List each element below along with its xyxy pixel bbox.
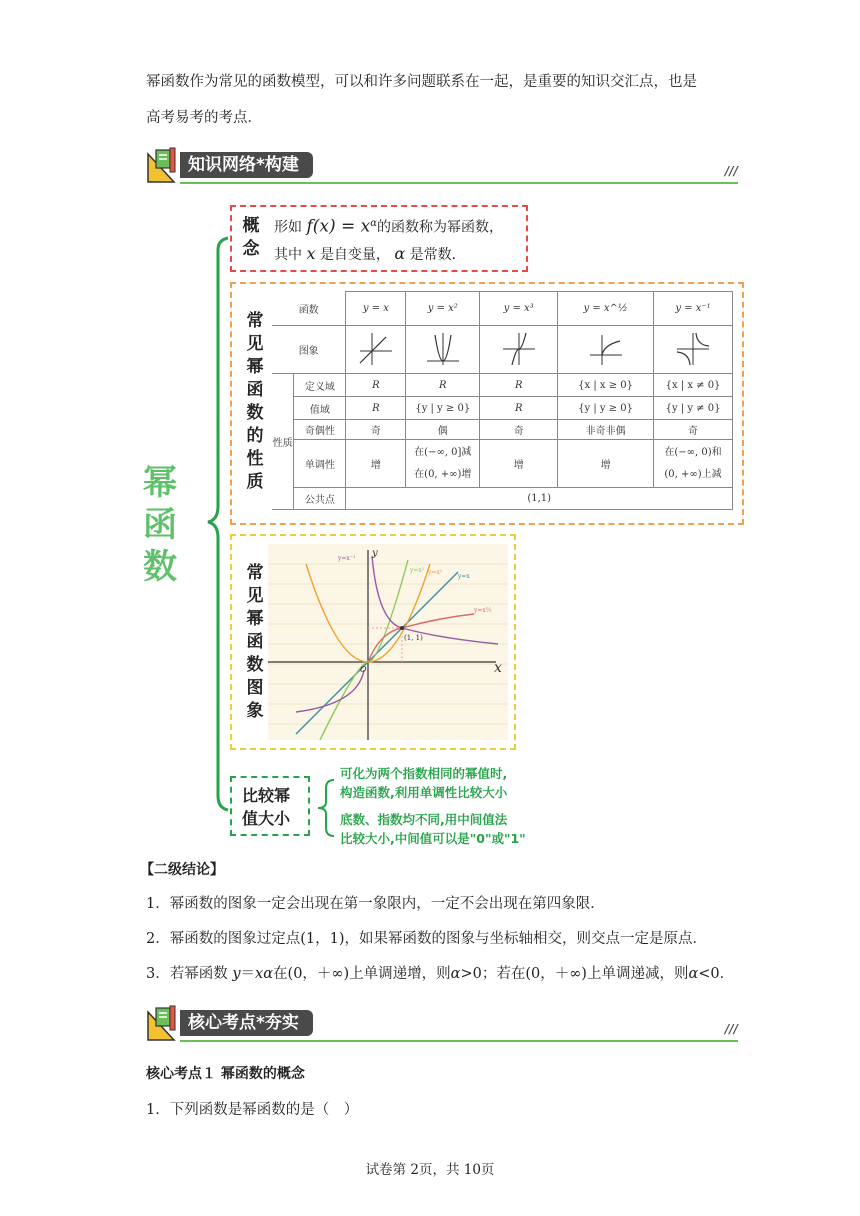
banner-title: 知识网络*构建 bbox=[180, 152, 313, 178]
func-header: y = x² bbox=[406, 292, 480, 326]
banner-slashes: /// bbox=[724, 164, 738, 178]
section-banner-knowledge bbox=[146, 146, 738, 186]
graph-label-y: y bbox=[372, 548, 378, 559]
compare-item-2: 底数、指数均不同,用中间值法 比较大小,中间值可以是"0"或"1" bbox=[340, 812, 526, 846]
concept-label: 概 念 bbox=[242, 216, 260, 259]
func-header: y = x³ bbox=[480, 292, 558, 326]
graph-label-y-x2: y=x² bbox=[410, 567, 425, 574]
intro-line-1: 幂函数作为常见的函数模型，可以和许多问题联系在一起，是重要的知识交汇点，也是 bbox=[146, 74, 697, 90]
concept-text-2: 其中 x 是自变量， α 是常数． bbox=[274, 244, 466, 263]
graph-label-y-x: y=x bbox=[458, 573, 470, 580]
conclusion-2: 2．幂函数的图象过定点(1，1)，如果幂函数的图象与坐标轴相交，则交点一定是原点． bbox=[146, 931, 707, 947]
compare-item-1: 可化为两个指数相同的幂值时, 构造函数,利用单调性比较大小 bbox=[340, 766, 508, 800]
compare-box bbox=[230, 776, 310, 836]
ruler-book-icon bbox=[146, 146, 180, 184]
graph-thumb-sqrt bbox=[586, 329, 626, 367]
graph-label-y-xinv: y=x⁻¹ bbox=[338, 555, 356, 562]
func-header: y = x^½ bbox=[558, 292, 654, 326]
compare-label: 比较幂值大小 bbox=[242, 786, 291, 828]
func-header: y = x⁻¹ bbox=[654, 292, 733, 326]
graphs-box bbox=[230, 534, 516, 750]
section-banner-core bbox=[146, 1004, 738, 1044]
graph-thumb-cube bbox=[499, 329, 539, 367]
mindmap-root: 幂 函 数 bbox=[143, 463, 177, 587]
graphs-label: 常 见 幂 函 数 图 象 bbox=[246, 563, 264, 721]
graph-thumb-reciprocal bbox=[673, 329, 713, 367]
graph-label-x: x bbox=[494, 660, 502, 676]
compare-brace bbox=[316, 778, 338, 838]
graph-thumb-square bbox=[423, 329, 463, 367]
banner-title: 核心考点*夯实 bbox=[180, 1010, 313, 1036]
func-header: y = x bbox=[346, 292, 406, 326]
graph-thumb-linear bbox=[356, 329, 396, 367]
properties-label: 常 见 幂 函 数 的 性 质 bbox=[246, 311, 264, 492]
conclusion-3: 3．若幂函数 y＝xα在(0，＋∞)上单调递增，则α>0；若在(0，＋∞)上单调递减，则α<0． bbox=[146, 966, 735, 982]
core-title: 核心考点１ 幂函数的概念 bbox=[146, 1066, 305, 1082]
question-1: 1．下列函数是幂函数的是（ ） bbox=[146, 1102, 359, 1118]
intro-line-2: 高考易考的考点． bbox=[146, 110, 262, 126]
properties-table: 函数 y = x y = x² y = x³ y = x^½ y = x⁻¹ 图象 性质 定义域 R R R {x | x ≥ 0} {x | x ≠ 0} 值域 R {y | y ≥ 0} R {y | y ≥ 0} {y | y ≠ 0} 奇偶性 奇 偶 奇 非奇非偶 奇 单调性 增 在(−∞, 0]减 在(0, +∞)增 增 增 在(−∞, 0)和 (0, +∞)上减 公共点 (1,1) bbox=[272, 291, 733, 510]
graph-label-y-xhalf: y=x½ bbox=[474, 607, 492, 614]
power-functions-graph bbox=[268, 544, 508, 740]
banner-slashes: /// bbox=[724, 1022, 738, 1036]
concept-text-1: 形如 $f(x) = x^\alpha$的函数称为幂函数， bbox=[274, 216, 504, 237]
mindmap-brace bbox=[206, 236, 232, 812]
concept-box bbox=[230, 205, 528, 272]
conclusion-1: 1．幂函数的图象一定会出现在第一象限内，一定不会出现在第四象限． bbox=[146, 896, 605, 912]
graph-label-origin: O bbox=[360, 665, 367, 674]
secondary-title: 【二级结论】 bbox=[140, 862, 224, 878]
properties-box bbox=[230, 282, 744, 525]
graph-label-point: (1, 1) bbox=[404, 634, 423, 642]
ruler-book-icon bbox=[146, 1004, 180, 1042]
page-footer: 试卷第 2页，共 10页 bbox=[365, 1162, 495, 1178]
graph-label-y-x3: y=x³ bbox=[428, 569, 443, 576]
